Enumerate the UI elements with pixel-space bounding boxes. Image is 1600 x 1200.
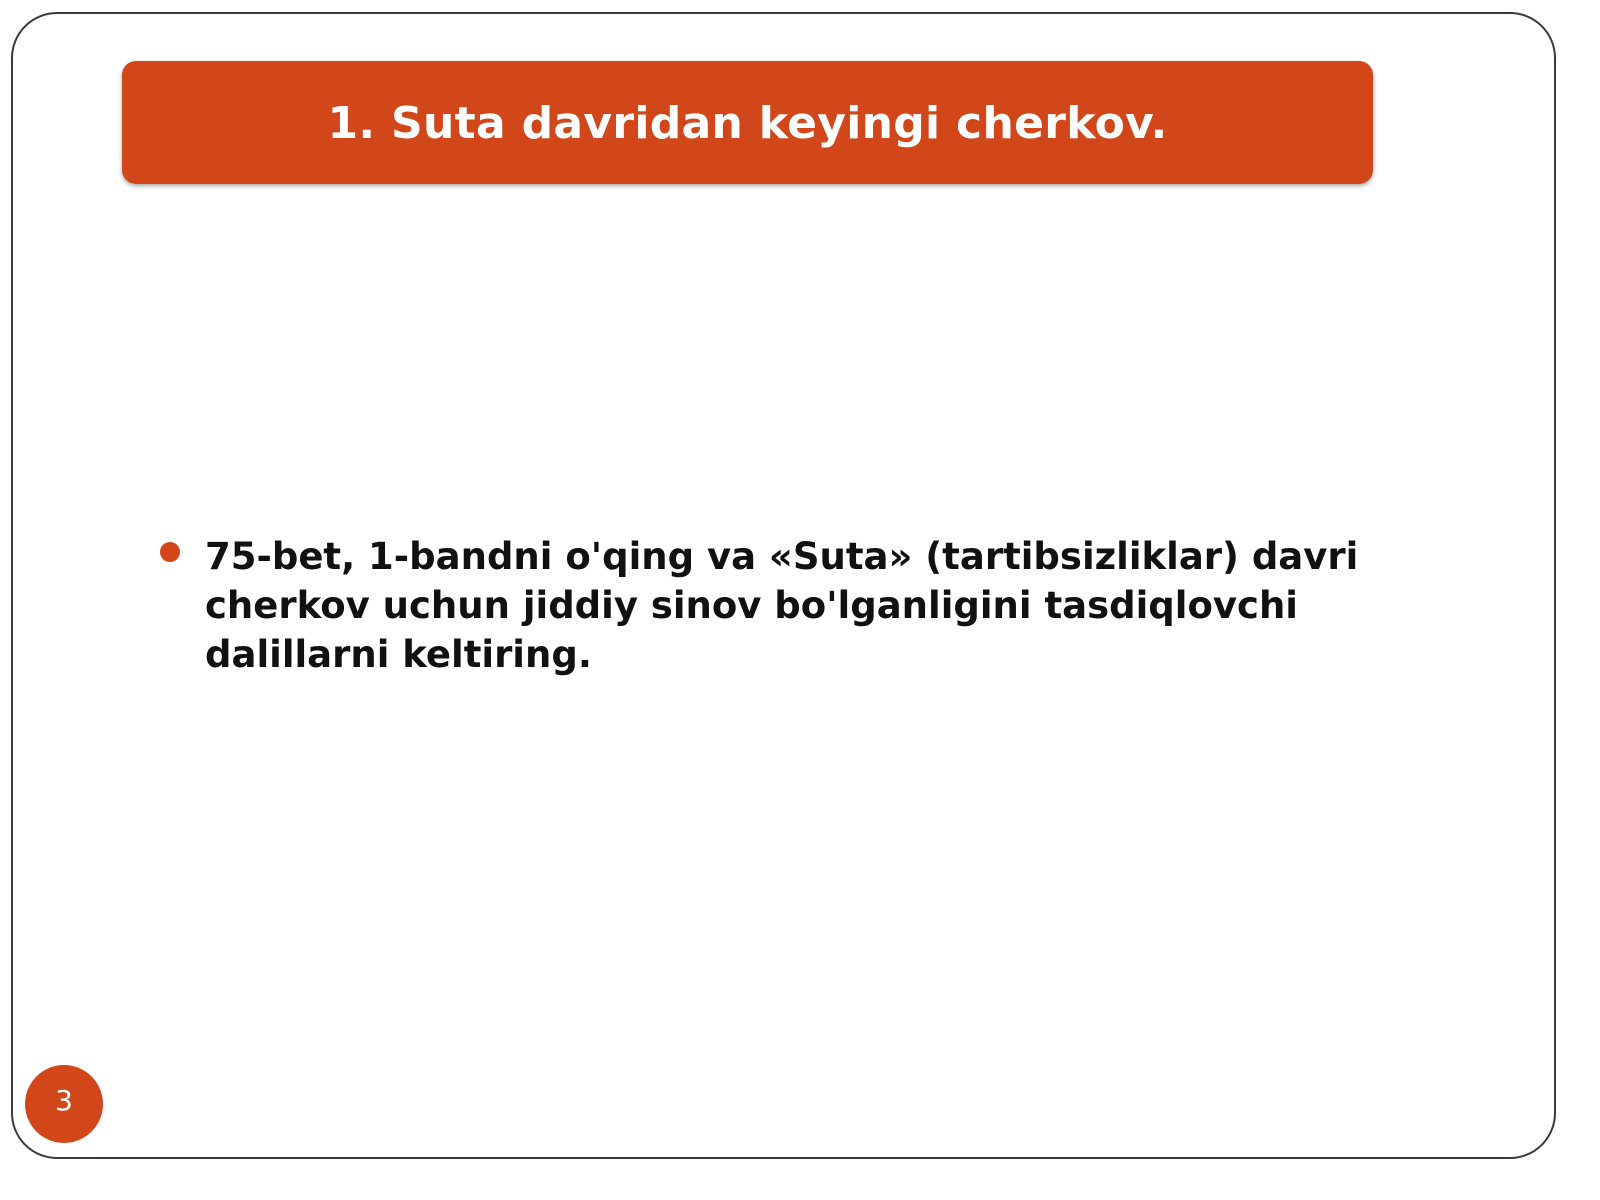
bullet-dot-icon (160, 542, 180, 562)
bullet-text: 75-bet, 1-bandni o'qing va «Suta» (tartibsizliklar) davri cherkov uchun jiddiy sinov bo'lganligini tasdiqlovchi dalillarni keltiring. (205, 535, 1359, 676)
slide-number-badge (25, 1065, 103, 1143)
slide-number: 3 (55, 1083, 73, 1117)
bullet-list-item (160, 532, 1500, 679)
slide-title-bar (122, 61, 1373, 184)
slide-title: 1. Suta davridan keyingi cherkov. (327, 98, 1168, 149)
